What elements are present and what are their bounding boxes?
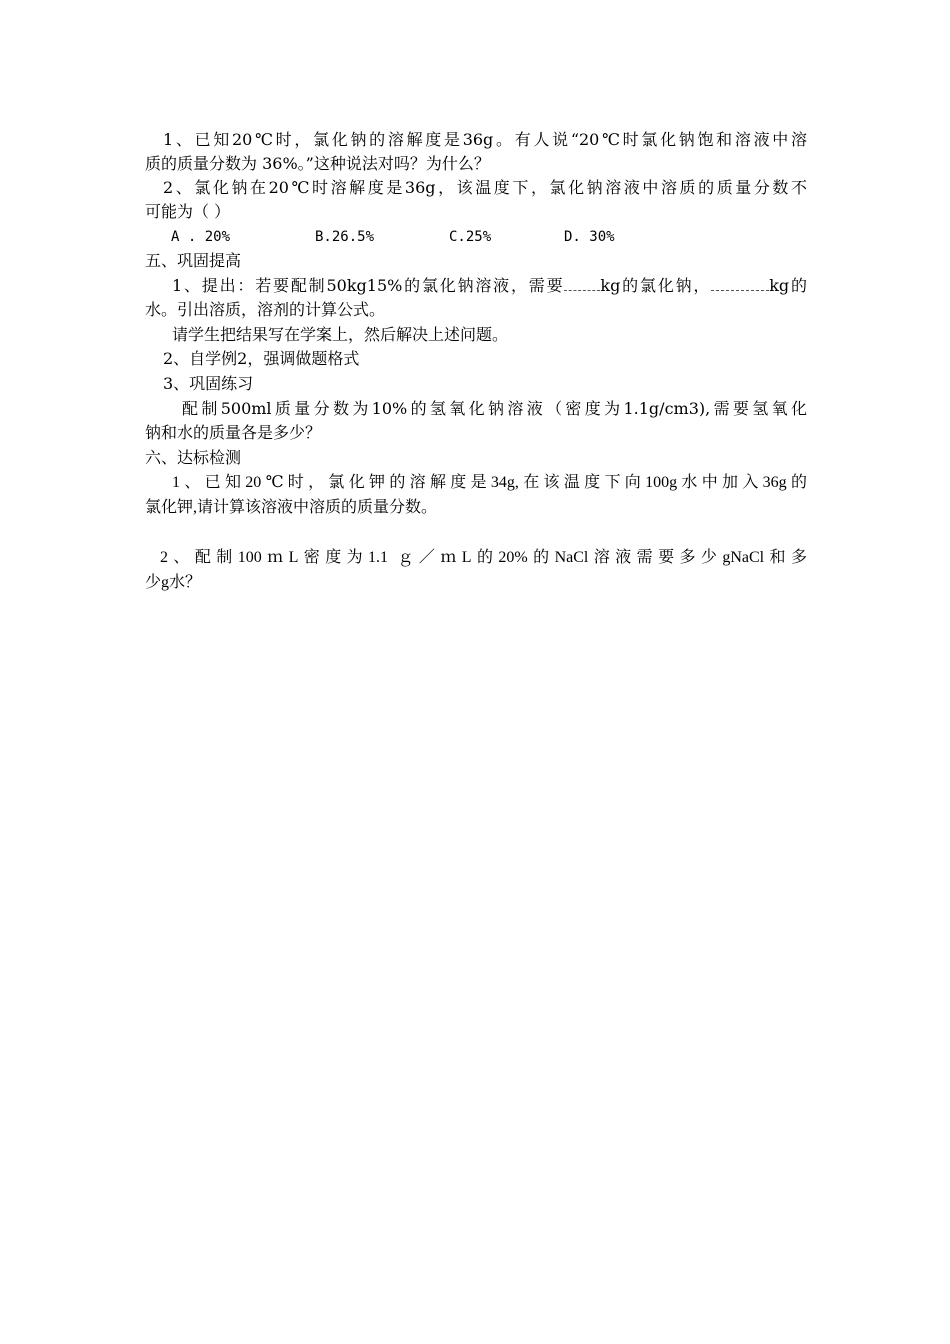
- s5-q1-text-part2: kg的氯化钠，: [600, 276, 712, 295]
- section-5-title: 五、巩固提高: [145, 251, 242, 270]
- option-c: C.25%: [449, 229, 492, 245]
- section-6-question-1-line-1: 1、已知20℃时，氯化钾的溶解度是34g,在该温度下向100g水中加入36g的: [172, 474, 807, 491]
- section-5-question-1-line-1: [145, 274, 807, 298]
- option-a: A . 20%: [171, 229, 231, 245]
- question-2-line-2: 可能为（ ）: [145, 202, 231, 221]
- question-1-line-1: 1、已知20℃时，氯化钠的溶解度是36g。有人说“20℃时氯化钠饱和溶液中溶: [163, 130, 807, 149]
- section-5-practice-line-1: 配制500ml质量分数为10%的氢氧化钠溶液（密度为1.1g/cm3),需要氢氧化: [182, 399, 807, 418]
- option-d: D. 30%: [564, 229, 615, 245]
- section-5-instruction: 请学生把结果写在学案上，然后解决上述问题。: [172, 325, 509, 344]
- section-6-title: 六、达标检测: [145, 448, 242, 467]
- section-6-question-2-line-2: 少g水？: [145, 574, 202, 591]
- section-5-practice-line-2: 钠和水的质量各是多少？: [145, 423, 322, 442]
- s5-q1-text-part3: kg的: [769, 276, 807, 295]
- question-2-line-1: 2、氯化钠在20℃时溶解度是36g，该温度下，氯化钠溶液中溶质的质量分数不: [163, 178, 807, 197]
- answer-blank-water: [711, 276, 769, 291]
- option-b: B.26.5%: [315, 229, 375, 245]
- section-6-question-1-line-2: 氯化钾,请计算该溶液中溶质的质量分数。: [145, 499, 438, 516]
- section-5-item-3: 3、巩固练习: [163, 374, 254, 393]
- section-5-item-2: 2、自学例2，强调做题格式: [163, 349, 360, 368]
- answer-blank-nacl: [564, 276, 600, 291]
- question-1-line-2: 质的质量分数为 36%。”这种说法对吗？为什么？: [145, 154, 490, 173]
- section-5-question-1-line-2: 水。引出溶质，溶剂的计算公式。: [145, 300, 386, 319]
- section-6-question-2-line-1: 2、配制100ｍL密度为1.1 ｇ／ｍL的20%的NaCl溶液需要多少gNaCl和多: [160, 549, 807, 566]
- s5-q1-text-part1: 1、提出：若要配制50kg15%的氯化钠溶液，需要: [172, 276, 565, 295]
